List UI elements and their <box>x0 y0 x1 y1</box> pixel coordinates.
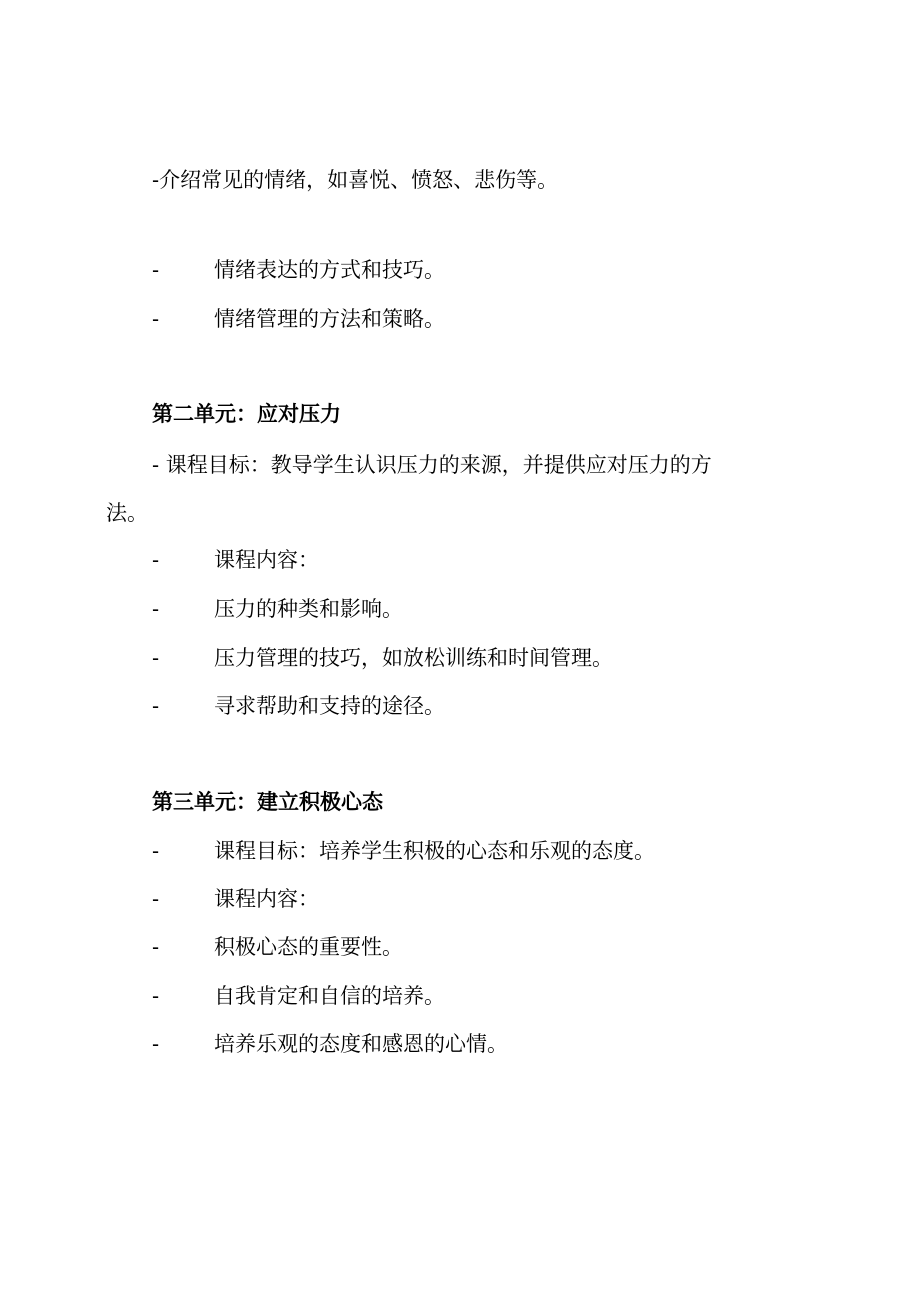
list-item-text: 情绪管理的方法和策略。 <box>214 307 445 331</box>
list-item <box>0 1030 920 1058</box>
bullet-dash: - <box>152 646 160 670</box>
bullet-dash: - <box>152 1032 160 1056</box>
list-item <box>0 305 920 333</box>
unit2-goal-line1: - 课程目标：教导学生认识压力的来源，并提供应对压力的方 <box>152 453 712 477</box>
bullet-dash: - <box>152 839 160 863</box>
list-item <box>0 885 920 913</box>
list-item <box>0 837 920 865</box>
unit3-heading: 第三单元：建立积极心态 <box>152 790 383 814</box>
intro-line: -介绍常见的情绪，如喜悦、愤怒、悲伤等。 <box>152 168 559 192</box>
list-item-text: 课程内容： <box>214 887 319 911</box>
list-item <box>0 644 920 672</box>
list-item-text: 情绪表达的方式和技巧。 <box>214 258 445 282</box>
list-item <box>0 692 920 720</box>
list-item-text: 寻求帮助和支持的途径。 <box>214 694 445 718</box>
list-item <box>0 982 920 1010</box>
list-item-text: 培养乐观的态度和感恩的心情。 <box>214 1032 508 1056</box>
list-item-text: 自我肯定和自信的培养。 <box>214 984 445 1008</box>
list-item-text: 课程目标：培养学生积极的心态和乐观的态度。 <box>214 839 655 863</box>
list-item-text: 积极心态的重要性。 <box>214 935 403 959</box>
bullet-dash: - <box>152 887 160 911</box>
list-item <box>0 595 920 623</box>
list-item <box>0 256 920 284</box>
list-item-text: 压力管理的技巧，如放松训练和时间管理。 <box>214 646 613 670</box>
list-item <box>0 933 920 961</box>
list-item-text: 压力的种类和影响。 <box>214 597 403 621</box>
bullet-dash: - <box>152 597 160 621</box>
list-item-text: 课程内容： <box>214 548 319 572</box>
bullet-dash: - <box>152 307 160 331</box>
list-item <box>0 546 920 574</box>
unit2-goal-line2: 法。 <box>106 501 148 525</box>
unit2-heading: 第二单元：应对压力 <box>152 402 341 426</box>
bullet-dash: - <box>152 694 160 718</box>
bullet-dash: - <box>152 935 160 959</box>
bullet-dash: - <box>152 258 160 282</box>
bullet-dash: - <box>152 548 160 572</box>
bullet-dash: - <box>152 984 160 1008</box>
